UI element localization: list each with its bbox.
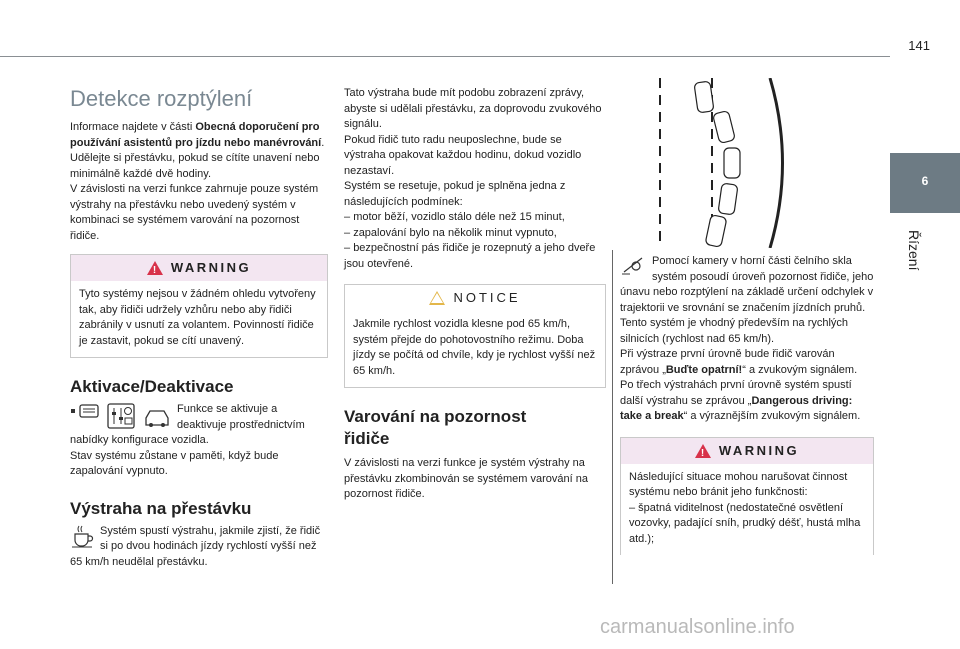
page-number: 141 [908,38,930,53]
coffee-cup-icon [70,524,96,548]
warning-text: Tyto systémy nejsou v žádném ohledu vytvořeny tak, aby řidiči udržely vzhůru nebo aby řidiči zabránily v usnutí za volantem. Povinností řidiče je zastavit, pokud se cítí unavený. [79,288,316,347]
reset-paragraph: Systém se resetuje, pokud je splněna jedna z následujících podmínek: [344,180,566,208]
break-warning-paragraph: Systém spustí výstrahu, jakmile zjistí, že řidič si po dvou hodinách jízdy rychlostí vyšší než 65 km/h neudělal přestávku. [70,524,321,568]
column-divider [612,250,613,584]
warning-triangle-icon [147,261,163,275]
camera-paragraph: Pomocí kamery v horní části čelního skla systém posoudí úroveň pozornost řidiče, jeho únavu nebo rozptýlení na základě určení odchylek v trajektorii ve srovnání se značením jízdních pruhů. [620,255,874,314]
warning-box [70,254,328,358]
camera-icon [620,254,650,276]
version-paragraph: V závislosti na verzi funkce zahrnuje pouze systém výstrahy na přestávku nebo uvedený systém v kombinaci se systémem varování na pozornost řidiče. [70,183,319,242]
notice-text: Jakmile rychlost vozidla klesne pod 65 km/h, systém přejde do pohotovostního režimu. Doba jízdy se počítá od chvíle, kdy je rychlost vyšší než 65 km/h. [353,318,596,377]
section-title: Detekce rozptýlení [70,86,253,111]
warning-triangle-icon [695,444,711,458]
reset-list-item: – bezpečnostní pás řidiče je rozepnutý a jeho dveře jsou otevřené. [344,242,596,270]
break-advice-paragraph: Udělejte si přestávku, pokud se cítíte unavení nebo minimálně každé dvě hodiny. [70,152,320,180]
memory-paragraph: Stav systému zůstane v paměti, když bude zapalování vypnuto. [70,449,279,477]
break-warning-heading: Výstraha na přestávku [70,498,252,518]
lane-departure-illustration [620,78,872,248]
activation-paragraph: Funkce se aktivuje a deaktivuje prostřednictvím nabídky konfigurace vozidla. [70,403,305,446]
column-1 [70,86,328,570]
chapter-name: Řízení [906,230,922,271]
warning-text-2: Následující situace mohou narušovat činnost systému nebo bránit jeho funkčnosti: – špatná viditelnost (nedostatečné osvětlení vozovky, padající sníh, prudký déšť, hustá mlha atd.); [629,470,861,545]
column-3 [620,254,874,555]
notice-box [344,284,606,388]
warning-box-2 [620,437,874,556]
intro-paragraph: Informace najdete v části Obecná doporučení pro používání asistentů pro jízdu nebo manévrování. [70,121,325,149]
notice-header: NOTICE [345,285,605,311]
chapter-number: 6 [921,174,929,188]
warning-header: ! WARNING [71,255,327,281]
warning-header-2: ! WARNING [621,438,873,464]
first-level-paragraph: Při výstraze první úrovně bude řidič varován zprávou „Buďte opatrní!“ a zvukovým signálem. [620,348,858,376]
activation-heading: Aktivace/Deaktivace [70,377,234,396]
reset-list-item: – zapalování bylo na několik minut vypnuto, [344,226,557,239]
touchscreen-menu-icon [70,402,174,432]
notice-triangle-icon [429,291,445,305]
message-paragraph: Tato výstraha bude mít podobu zobrazení zprávy, abyste si udělali přestávku, za doprovodu zvukového signálu. [344,87,602,130]
attention-heading: Varování na pozornost řidiče [344,407,527,448]
road-lanes-icon [620,78,872,248]
second-level-paragraph: Po třech výstrahách první úrovně systém spustí další výstrahu se zprávou „Dangerous driving: take a break“ a výraznějším zvukovým signálem. [620,379,861,422]
watermark: carmanualsonline.info [600,616,795,638]
repeat-paragraph: Pokud řidič tuto radu neuposlechne, bude se výstraha opakovat každou hodinu, dokud vozidlo nezastaví. [344,133,582,177]
reset-list-item: – motor běží, vozidlo stálo déle než 15 minut, [344,211,565,223]
fast-roads-paragraph: Tento systém je vhodný především na rychlých silnicích (rychlost nad 65 km/h). [620,317,849,345]
attention-paragraph: V závislosti na verzi funkce je systém výstrahy na přestávku zkombinován se systémem varování na pozornost řidiče. [344,457,588,500]
column-2 [344,86,606,503]
header-rule [0,56,890,57]
